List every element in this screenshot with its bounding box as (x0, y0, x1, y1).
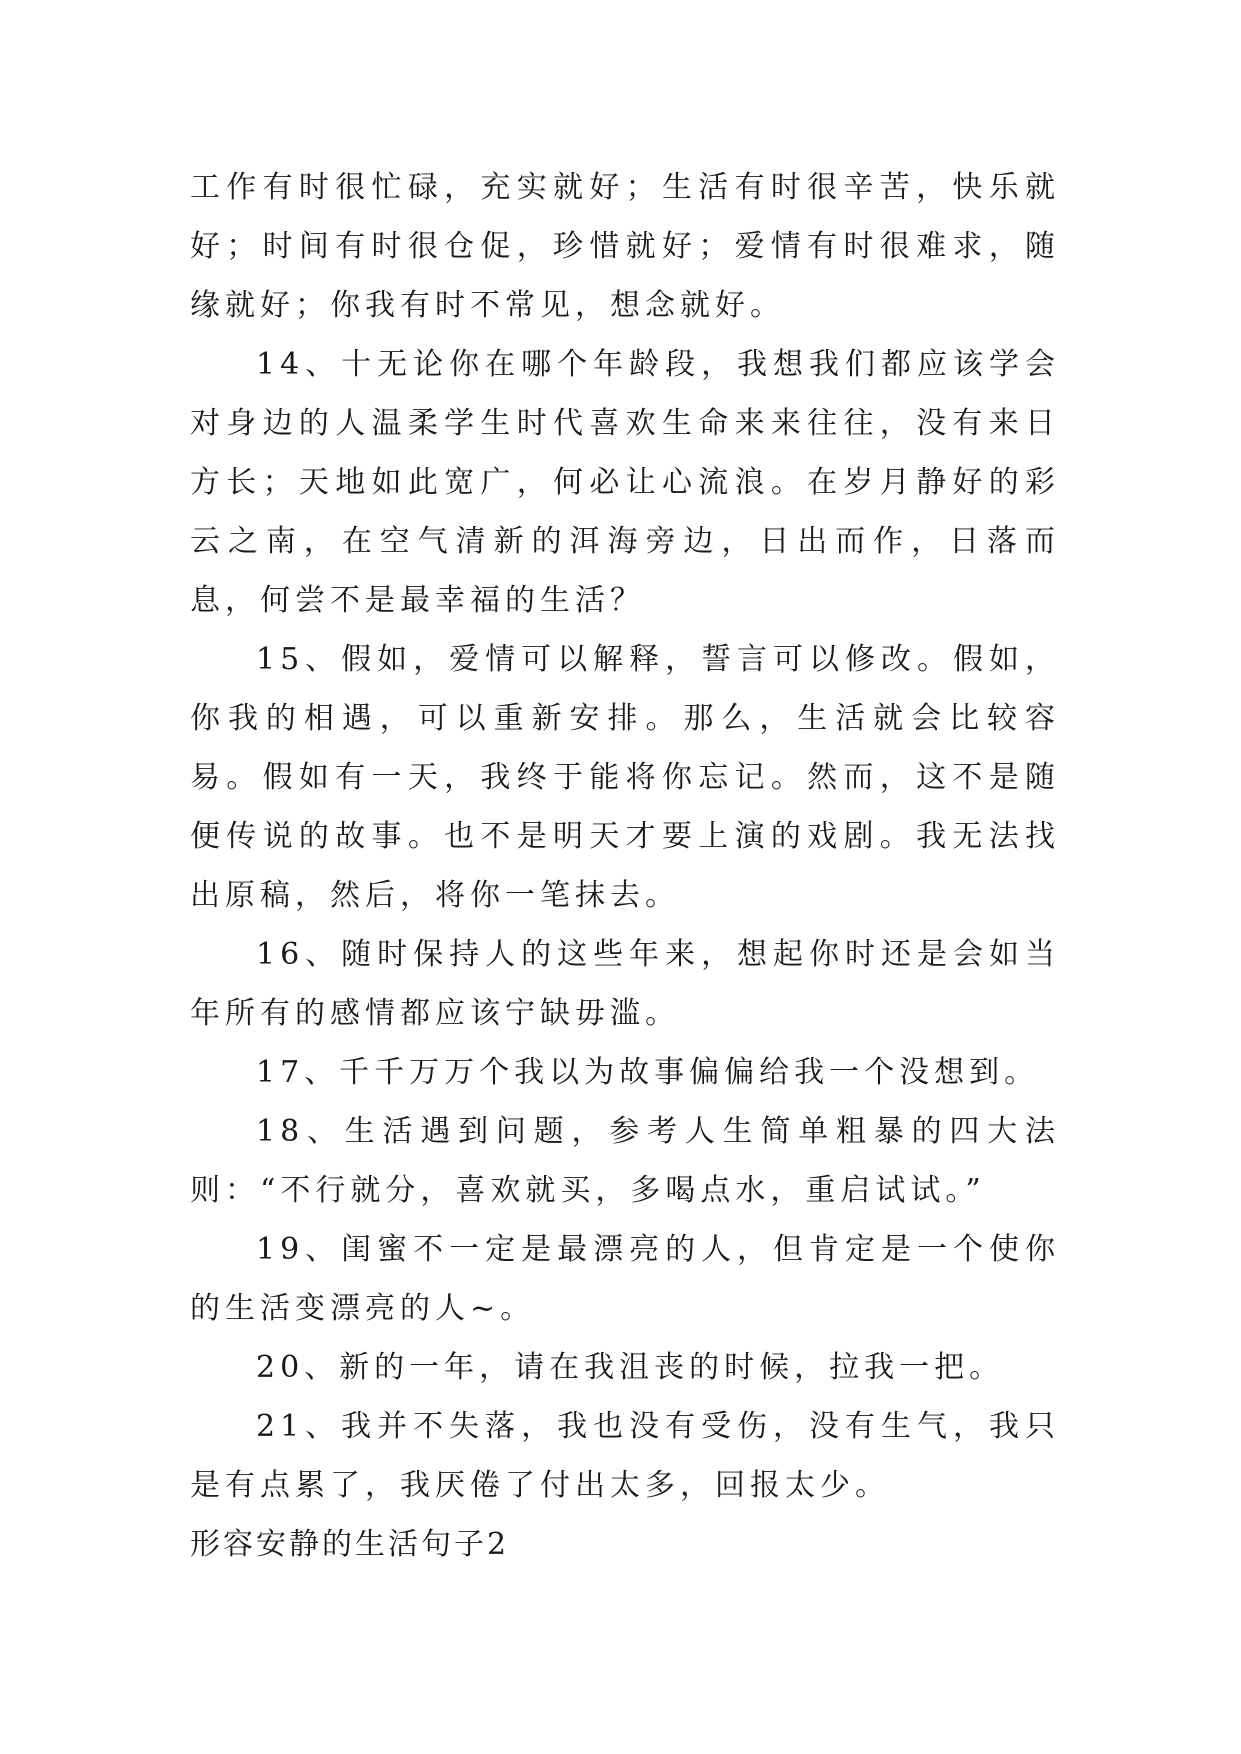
paragraph-14: 14、十无论你在哪个年龄段，我想我们都应该学会对身边的人温柔学生时代喜欢生命来来往往，没有来日方长；天地如此宽广，何必让心流浪。在岁月静好的彩云之南，在空气清新的洱海旁边，日出而作，日落而息，何尝不是最幸福的生活？ (190, 347, 1060, 618)
paragraph-15: 15、假如，爱情可以解释，誓言可以修改。假如，你我的相遇，可以重新安排。那么，生活就会比较容易。假如有一天，我终于能将你忘记。然而，这不是随便传说的故事。也不是明天才要上演的戏剧。我无法找出原稿，然后，将你一笔抹去。 (190, 642, 1060, 913)
paragraph-19: 19、闺蜜不一定是最漂亮的人，但肯定是一个使你的生活变漂亮的人~。 (190, 1232, 1060, 1326)
document-page (190, 158, 1060, 1574)
paragraph-17: 17、千千万万个我以为故事偏偏给我一个没想到。 (256, 1055, 1040, 1090)
paragraph-21: 21、我并不失落，我也没有受伤，没有生气，我只是有点累了，我厌倦了付出太多，回报太少。 (190, 1409, 1060, 1503)
paragraph-16: 16、随时保持人的这些年来，想起你时还是会如当年所有的感情都应该宁缺毋滥。 (190, 937, 1060, 1031)
section-title: 形容安静的生活句子2 (190, 1527, 510, 1562)
paragraph-intro: 工作有时很忙碌，充实就好；生活有时很辛苦，快乐就好；时间有时很仓促，珍惜就好；爱情有时很难求，随缘就好；你我有时不常见，想念就好。 (190, 170, 1060, 323)
paragraph-18: 18、生活遇到问题，参考人生简单粗暴的四大法则：“不行就分，喜欢就买，多喝点水，重启试试。” (190, 1114, 1060, 1208)
paragraph-20: 20、新的一年，请在我沮丧的时候，拉我一把。 (256, 1350, 1005, 1385)
